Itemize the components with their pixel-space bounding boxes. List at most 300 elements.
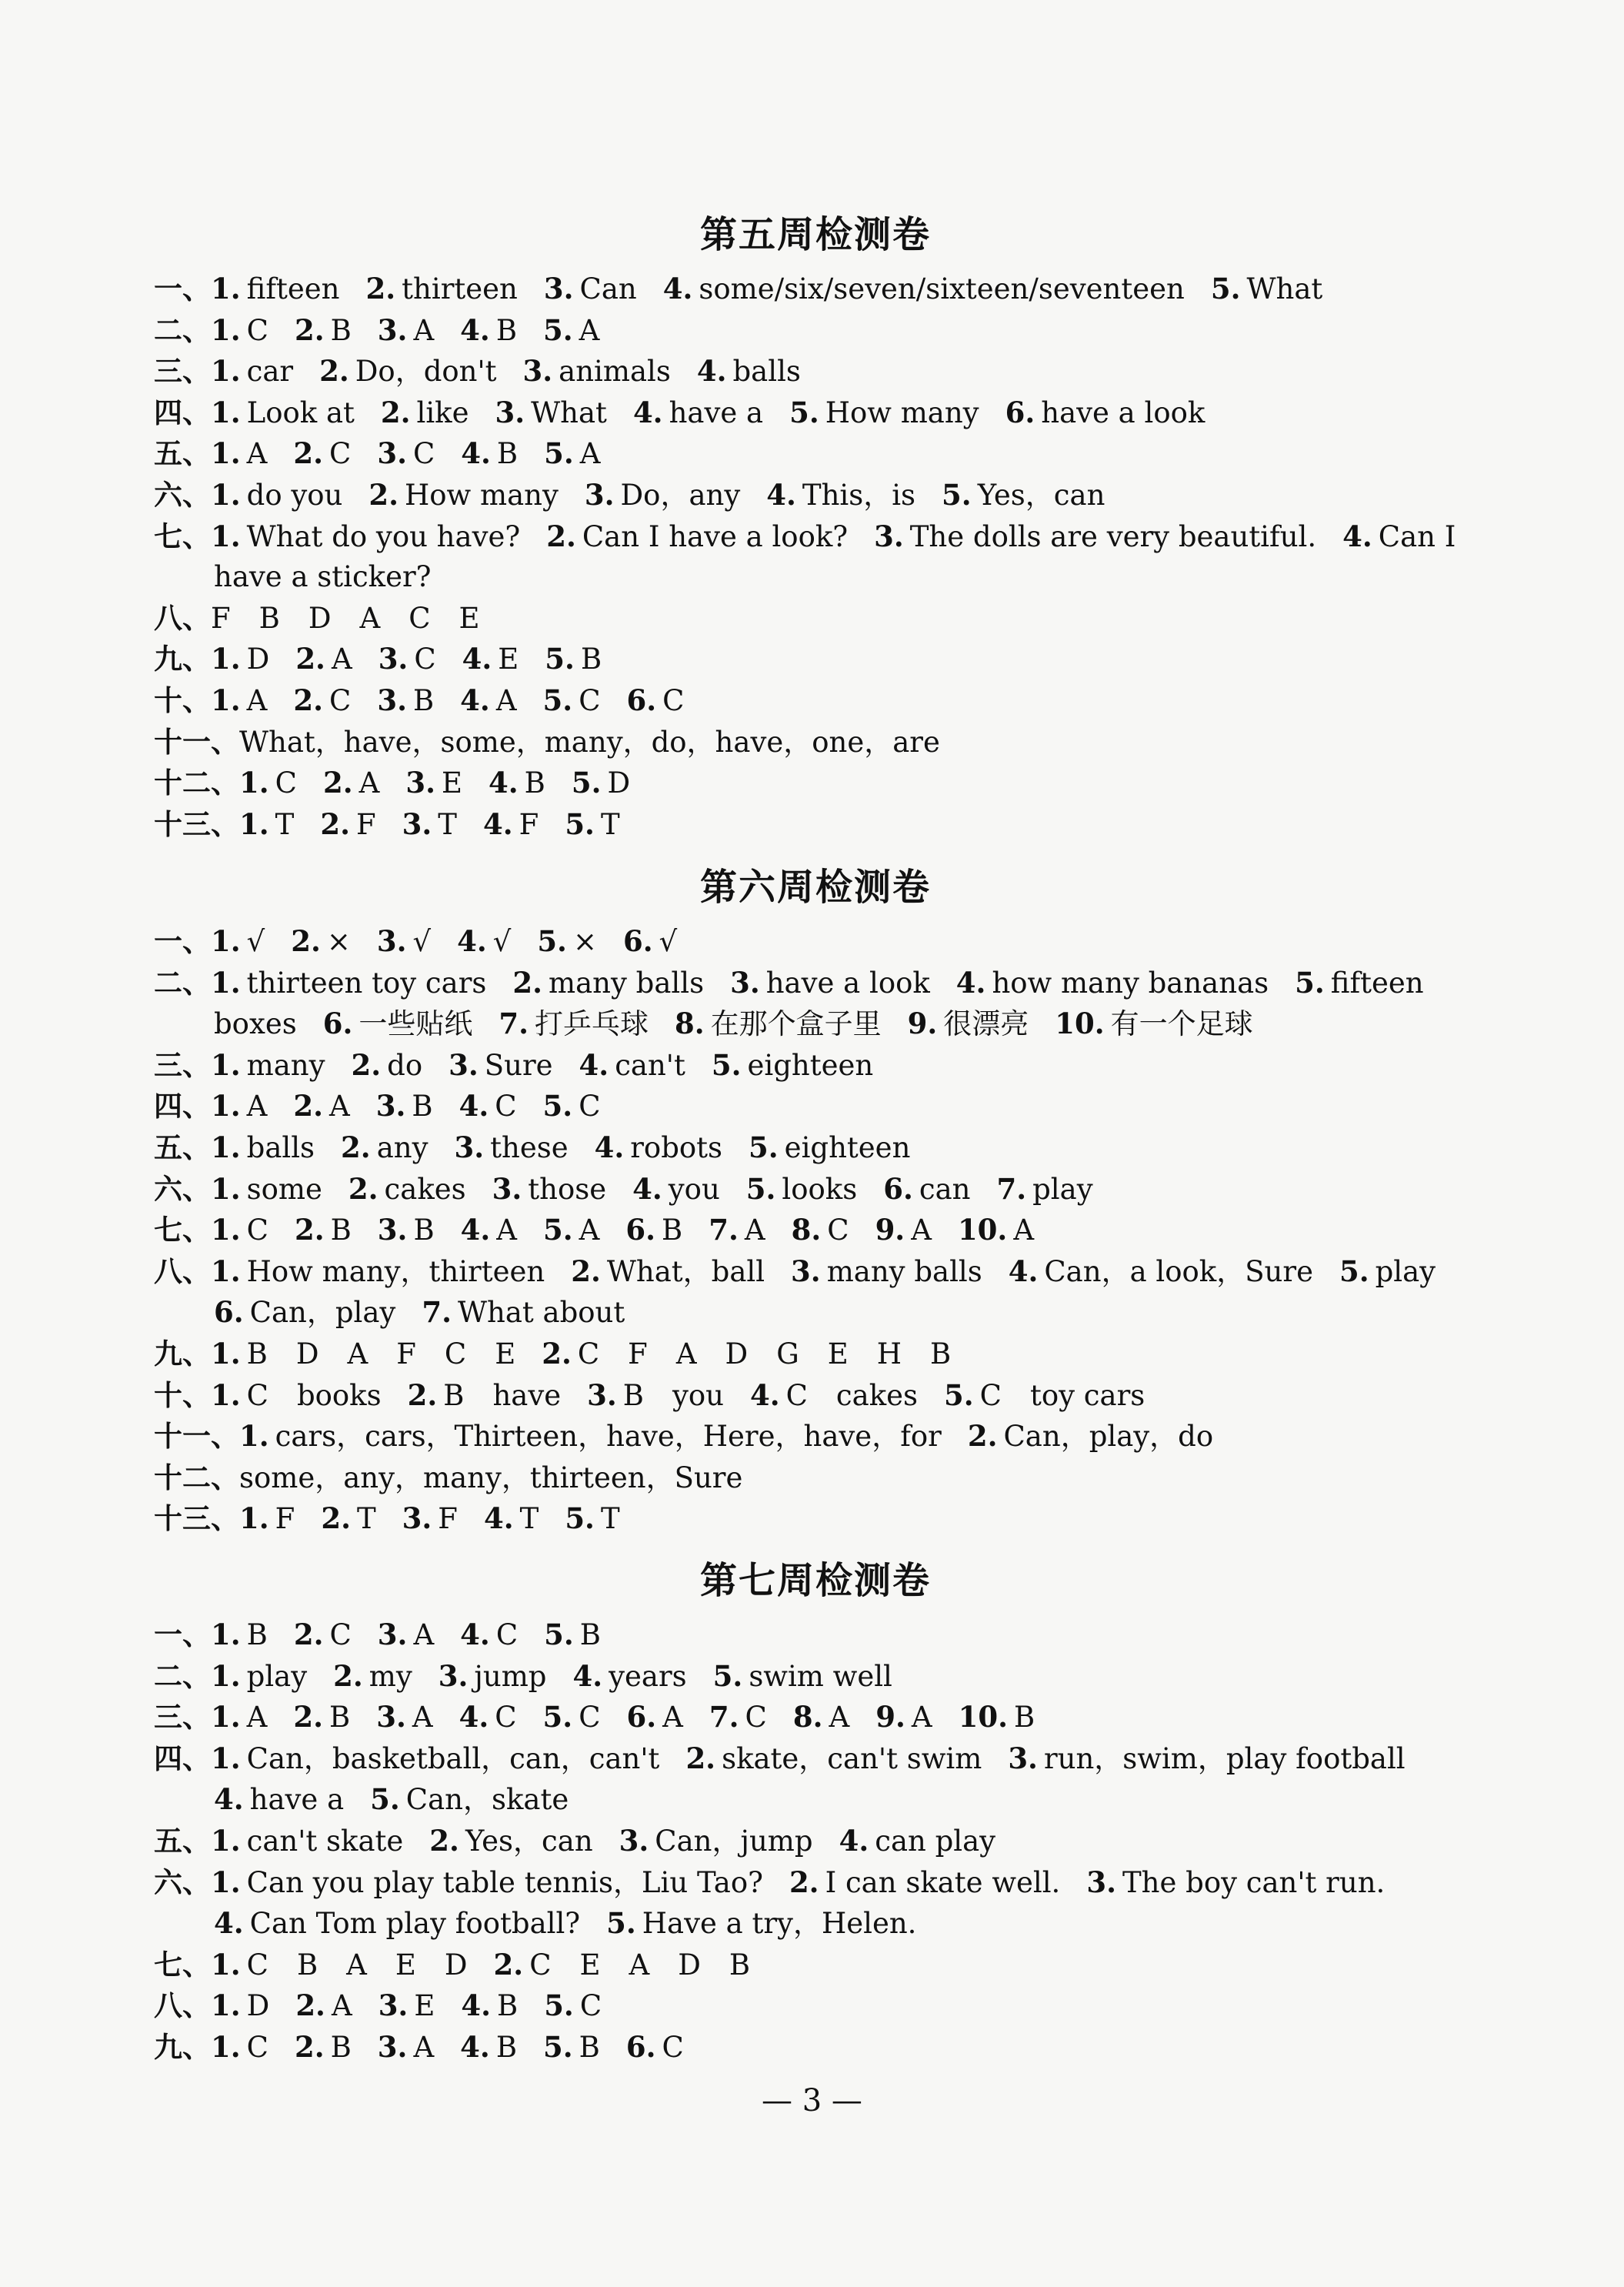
item-answer: A [496,1214,518,1247]
item-number: 6. [625,1213,656,1247]
question-label: 九、 [154,1336,211,1371]
question-label: 七、 [154,1213,211,1247]
item-answer: E [498,643,519,676]
item-answer: Have a try，Helen. [642,1907,917,1941]
item-answer: A [1013,1214,1035,1247]
item-answer: √ [412,925,432,958]
item-number: 6. [622,924,653,958]
item-answer: skate，can't swim [722,1741,982,1775]
answer-item [378,2031,434,2064]
item-answer: fifteen [246,272,340,305]
question-label: 十一、 [154,1419,239,1454]
answer-line [154,1169,1477,1210]
item-number: 1. [211,1658,241,1693]
item-answer: T [600,807,620,841]
answer-item [291,925,351,958]
item-number: 2. [321,1501,351,1536]
item-answer: D [246,1989,270,2023]
answer-item [544,272,637,305]
item-answer: A [413,2030,435,2064]
item-number: 6. [322,1007,353,1041]
answer-item [211,967,486,1000]
item-number: 5. [544,1988,574,2023]
answer-line-continued [154,1003,1477,1045]
answer-item [370,1783,569,1816]
answer-item [619,1825,813,1858]
item-number: 7. [499,1007,529,1041]
answer-line [154,1251,1477,1293]
item-answer: A [246,1701,268,1734]
item-answer: B [330,313,352,347]
answer-item [585,479,740,512]
question-label: 二、 [154,965,211,1000]
item-number: 4. [459,1700,489,1734]
answer-line [154,1697,1477,1738]
answer-item [565,1502,619,1535]
item-answer: A [579,1214,600,1247]
item-answer: balls [246,1130,315,1164]
answer-item [543,684,601,717]
answer-item [378,314,434,347]
answer-item [211,520,520,553]
item-answer: What，ball [606,1254,765,1288]
item-number: 3. [376,924,407,958]
answer-line [154,1086,1477,1127]
item-number: 3. [402,1501,432,1536]
answer-item [211,1948,468,1982]
item-answer: A [246,1090,268,1123]
question-label: 五、 [154,1823,211,1858]
item-answer: thirteen toy cars [246,966,487,1000]
item-answer: B [495,313,518,347]
answer-item [439,1660,547,1693]
item-answer: have a look [1041,396,1205,429]
item-number: 4. [460,1618,490,1651]
answer-item [211,437,267,470]
item-answer: The boy can't run. [1122,1865,1386,1899]
item-answer: T [600,1502,620,1536]
item-number: 4. [214,1906,244,1941]
item-answer: my [368,1659,412,1693]
item-number: 3. [378,642,409,676]
item-number: 5. [543,2029,573,2064]
item-answer: C [246,313,268,347]
answer-item [348,1173,466,1206]
answer-item [321,1502,375,1535]
item-answer: C [579,683,601,717]
item-answer: B [246,1618,268,1651]
item-number: 5. [745,1171,776,1206]
answer-item [214,1007,297,1040]
item-answer: C [827,1214,849,1247]
answer-item [543,1090,601,1123]
item-number: 5. [537,924,567,958]
item-number: 1. [211,354,241,389]
answer-item [606,1907,916,1940]
question-label: 四、 [154,395,211,429]
item-answer: C [745,1701,767,1734]
item-answer: B [662,1214,683,1247]
answer-line [154,516,1477,558]
item-answer: F [438,1502,458,1536]
answer-item [883,1173,970,1206]
question-label: 一、 [154,272,211,305]
answer-line [154,722,1477,763]
item-number: 5. [1295,965,1325,1000]
item-answer: C [246,2030,268,2064]
question-label: 九、 [154,2029,211,2064]
answer-item [239,1502,295,1535]
answer-item [211,1255,545,1288]
item-answer: B have [443,1378,562,1412]
answer-item [543,2031,600,2064]
answer-item [295,643,352,676]
answer-item [461,437,518,470]
answer-item [709,1701,767,1734]
item-answer: What，have，some，many，do，have，one，are [239,725,940,759]
answer-item [459,1090,517,1123]
item-number: 1. [211,683,241,717]
answer-item [789,396,979,429]
item-number: 3. [522,354,553,389]
item-number: 4. [460,2029,490,2064]
question-label: 十二、 [154,766,239,800]
item-answer: Can，jump [655,1824,813,1858]
item-answer: C [246,1214,268,1247]
item-number: 3. [377,2029,408,2064]
item-number: 5. [542,1700,573,1734]
item-answer: How many [825,396,979,429]
item-answer: some，any，many，thirteen，Sure [239,1461,743,1494]
answer-item [1295,967,1424,1000]
item-number: 5. [542,1089,573,1123]
item-answer: T [438,807,457,841]
answer-item [572,766,630,800]
item-number: 3. [454,1130,485,1164]
item-number: 4. [483,1501,514,1536]
item-number: 4. [1008,1254,1039,1288]
answer-line-continued [154,557,1477,598]
question-label: 七、 [154,519,211,553]
answer-item [499,1007,649,1040]
answer-item [402,808,457,841]
item-number: 2. [368,477,399,512]
item-answer: F B D A C E [211,601,480,635]
page-number: — 3 — [762,2083,862,2118]
item-number: 2. [291,924,321,958]
item-answer: C cakes [785,1378,919,1412]
answer-item [1211,272,1322,305]
answer-item [320,808,375,841]
answer-item [211,314,268,347]
answer-item [542,1337,951,1371]
answer-item [461,1989,518,2022]
item-number: 4. [594,1130,625,1164]
item-number: 10. [1055,1007,1105,1041]
answer-item [211,1825,403,1858]
item-number: 8. [792,1700,823,1734]
item-answer: years [609,1659,687,1693]
item-answer: C [329,683,352,717]
item-answer: The dolls are very beautiful. [909,519,1317,553]
item-number: 4. [460,1213,491,1247]
item-answer: B [579,1618,601,1651]
question-label: 七、 [154,1947,211,1982]
answer-lines [154,921,1477,1540]
item-answer: A [413,313,435,347]
item-number: 4. [579,1047,609,1082]
item-number: 2. [293,436,324,471]
item-answer: C [662,683,685,717]
item-answer: A [331,1989,352,2023]
item-answer: B [329,1701,351,1734]
answer-item [422,1296,625,1329]
item-answer: C [579,1701,601,1734]
item-answer: A [331,643,352,676]
answer-item [293,684,351,717]
item-answer: √ [659,925,678,958]
answer-item [791,1255,982,1288]
answer-item [959,1701,1035,1734]
answer-item [1342,520,1456,553]
item-number: 2. [493,1947,524,1982]
item-answer: eighteen [784,1130,911,1164]
item-number: 3. [1086,1865,1116,1899]
item-number: 4. [461,436,491,471]
answer-item [494,1948,751,1982]
answer-item [512,967,704,1000]
answer-item [461,1214,517,1247]
item-answer: I can skate well. [825,1865,1061,1899]
item-number: 2. [322,766,353,800]
question-label: 二、 [154,1658,211,1693]
answer-item [239,766,297,800]
item-number: 1. [211,477,241,512]
item-number: 1. [211,1213,241,1247]
item-number: 2. [348,1171,378,1206]
item-number: 1. [211,272,241,305]
item-answer: D [246,643,270,676]
item-answer: 有一个足球 [1110,1007,1253,1041]
item-answer: C E A D B [529,1948,751,1982]
answer-line [154,639,1477,680]
answer-item [211,1866,763,1899]
item-answer: some/six/seven/sixteen/seventeen [699,272,1185,305]
item-number: 2. [512,965,543,1000]
answer-line [154,310,1477,352]
item-number: 5. [542,683,573,717]
answer-item [579,1049,685,1082]
answer-item [211,2031,268,2064]
answer-item [750,1379,918,1412]
item-number: 1. [211,1741,241,1775]
item-answer: Can，play，do [1003,1420,1214,1454]
answer-item [214,560,432,593]
answer-line [154,1656,1477,1698]
item-number: 3. [402,806,432,841]
item-number: 1. [211,642,241,676]
answer-item [323,766,379,800]
item-number: 2. [295,1988,325,2023]
item-answer: Do，any [620,478,741,512]
item-answer: can't [615,1048,685,1082]
answer-item [211,355,293,388]
item-number: 5. [606,1906,636,1941]
item-number: 1. [211,1089,241,1123]
question-label: 三、 [154,1047,211,1082]
item-number: 2. [293,683,324,717]
item-number: 5. [565,1501,595,1536]
item-number: 10. [958,1700,1008,1734]
answer-item [523,355,671,388]
answer-item [211,1214,268,1247]
item-number: 5. [789,395,819,429]
answer-item [544,437,600,470]
answer-item [544,1989,602,2022]
answer-item [211,1618,268,1651]
item-number: 2. [542,1336,572,1371]
item-number: 4. [460,312,490,347]
item-number: 3. [619,1823,649,1858]
answer-item [293,1701,350,1734]
answer-item [460,684,516,717]
answer-line [154,598,1477,639]
answer-lines [154,269,1477,845]
item-answer: can't skate [246,1824,404,1858]
item-number: 3. [587,1377,617,1412]
item-answer: you [668,1172,720,1206]
answer-item [294,1618,352,1651]
item-answer: What [1246,272,1323,305]
answer-item [908,1007,1029,1040]
item-answer: A [246,683,268,717]
answer-item [1008,1742,1405,1775]
question-label: 十一、 [154,724,239,759]
item-answer: T [356,1502,376,1536]
item-answer: √ [492,925,512,958]
item-answer: C [275,766,297,800]
answer-item [319,355,496,388]
item-number: 2. [341,1130,371,1164]
section-title: 第七周检测卷 [699,1559,931,1602]
item-answer: A [579,437,601,471]
item-answer: C F A D G E H B [577,1337,952,1371]
item-number: 3. [791,1254,821,1288]
item-number: 2. [294,1213,325,1247]
answer-item [875,1701,932,1734]
answer-item [546,520,848,553]
answer-item [295,314,352,347]
item-number: 3. [376,1700,406,1734]
item-answer: these [490,1130,569,1164]
item-answer: A [911,1701,932,1734]
item-answer: Look at [246,396,355,429]
item-number: 3. [377,1213,408,1247]
item-number: 1. [211,1865,241,1899]
item-answer: C books [246,1378,382,1412]
item-number: 2. [685,1741,716,1775]
section-week5 [154,212,1477,845]
answer-item [211,1131,315,1164]
item-answer: boxes [214,1007,297,1041]
item-number: 5. [1210,272,1241,305]
answer-item [545,643,602,676]
answer-line [154,921,1477,963]
answer-item [341,1131,428,1164]
item-answer: animals [559,355,671,389]
item-number: 1. [211,436,241,471]
answer-item [462,643,519,676]
item-answer: F [355,807,376,841]
question-label: 五、 [154,436,211,471]
item-number: 6. [626,683,657,717]
item-number: 4. [839,1823,869,1858]
answer-item [460,314,517,347]
answer-item [495,396,607,429]
answer-item [378,1618,434,1651]
item-answer: How many [405,478,559,512]
item-number: 1. [239,766,269,800]
answer-item [366,272,518,305]
answer-item [295,2031,352,2064]
answer-line [154,680,1477,722]
answer-item [1055,1007,1252,1040]
answer-item [1005,396,1205,429]
answer-line [154,1862,1477,1904]
answer-item [295,1989,352,2022]
answer-item [211,1379,382,1412]
answer-item [293,437,351,470]
item-answer: can [919,1172,971,1206]
item-answer: car [246,355,294,389]
item-answer: × [572,925,597,958]
answer-item [572,1660,686,1693]
item-answer: B [496,437,519,471]
item-number: 5. [543,312,573,347]
answer-item [492,1173,607,1206]
item-answer: C [579,1090,601,1123]
question-label: 五、 [154,1130,211,1164]
item-answer: have a [669,396,764,429]
answer-item [323,1007,473,1040]
item-answer: can play [875,1824,996,1858]
item-number: 5. [544,1618,574,1651]
question-label: 十二、 [154,1460,239,1494]
answer-item [544,1618,601,1651]
item-number: 2. [429,1823,459,1858]
answer-item [459,1701,517,1734]
item-answer: play [1375,1254,1436,1288]
question-label: 四、 [154,1741,211,1775]
answer-item [457,925,511,958]
item-number: 7. [709,1700,739,1734]
item-answer: thirteen [402,272,518,305]
item-answer: Can [579,272,637,305]
item-number: 2. [319,354,349,389]
answer-item [958,1214,1034,1247]
answer-item [293,1090,349,1123]
answer-line [154,433,1477,475]
answer-item [454,1131,568,1164]
item-number: 2. [294,2029,325,2064]
item-number: 4. [1342,519,1372,553]
item-number: 6. [883,1171,913,1206]
question-label: 一、 [154,1618,211,1651]
item-answer: C [414,643,436,676]
item-number: 4. [696,354,727,389]
answer-item [405,766,462,800]
item-number: 1. [211,1336,241,1371]
